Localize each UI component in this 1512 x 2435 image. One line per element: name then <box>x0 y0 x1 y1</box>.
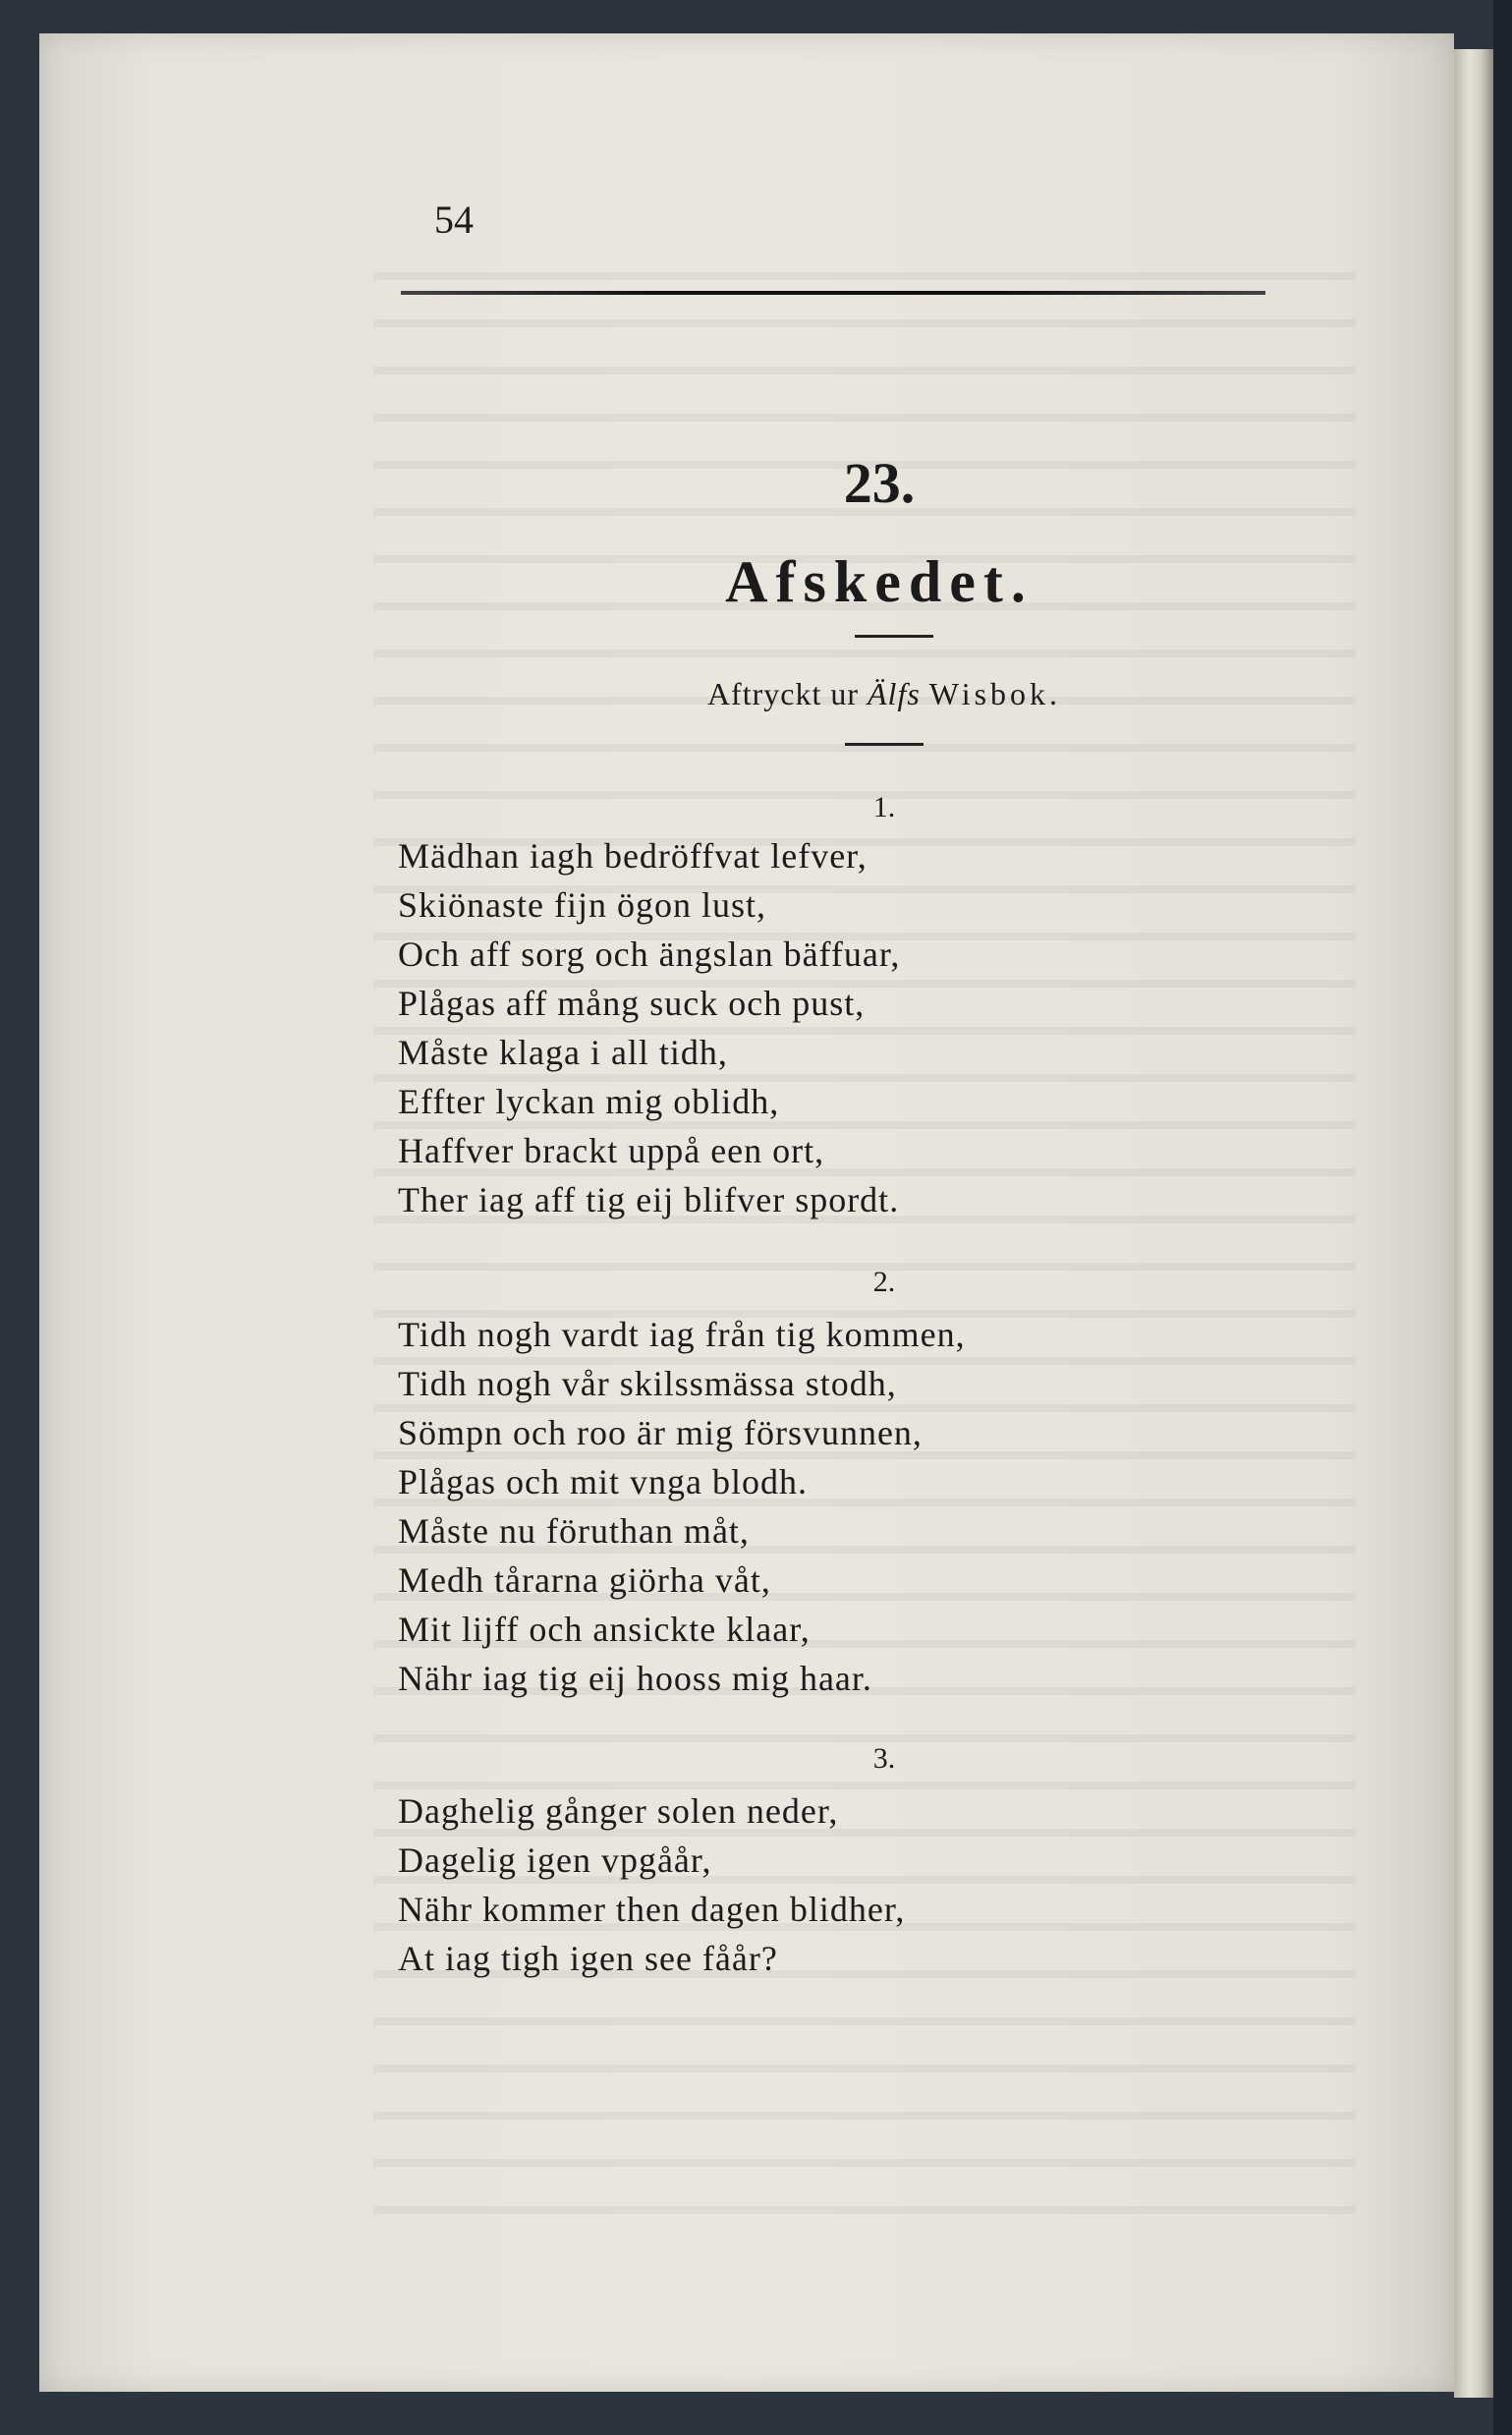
verse-line: Nähr kommer then dagen blidher, <box>398 1890 906 1929</box>
poem-number: 23. <box>843 451 916 515</box>
verse-line: Plågas aff mång suck och pust, <box>398 984 866 1023</box>
verse-line: Plågas och mit vnga blodh. <box>398 1462 808 1501</box>
stanza-number: 3. <box>872 1742 896 1775</box>
verse-line: Mit lijff och ansickte klaar, <box>398 1610 811 1649</box>
verse-line: Och aff sorg och ängslan bäffuar, <box>398 934 901 974</box>
verse-line: Skiönaste fijn ögon lust, <box>398 885 766 925</box>
stanza-number: 1. <box>872 791 896 823</box>
verse-line: Tidh nogh vår skilssmässa stodh, <box>398 1364 897 1403</box>
source-name: Älfs <box>868 676 921 711</box>
source-prefix: Aftryckt ur <box>706 676 859 711</box>
verse-line: Medh tårarna giörha våt, <box>398 1560 771 1600</box>
page-edge <box>1454 49 1493 2398</box>
stanza-number: 2. <box>872 1266 896 1298</box>
poem-title: Afskedet. <box>725 549 1034 614</box>
verse-line: Tidh nogh vardt iag från tig kommen, <box>398 1315 966 1354</box>
verse-line: Effter lyckan mig oblidh, <box>398 1082 780 1121</box>
verse-line: At iag tigh igen see fåår? <box>398 1939 778 1978</box>
header-rule <box>401 291 1265 295</box>
verse-line: Dagelig igen vpgåår, <box>398 1840 712 1880</box>
title-rule <box>855 635 933 638</box>
verse-line: Daghelig gånger solen neder, <box>398 1791 839 1831</box>
verse-line: Nähr iag tig eij hooss mig haar. <box>398 1659 872 1698</box>
verse-line: Måste klaga i all tidh, <box>398 1033 728 1072</box>
source-suffix: Wisbok. <box>928 676 1062 711</box>
verse-line: Måste nu föruthan måt, <box>398 1511 750 1551</box>
poem-source <box>0 676 1512 712</box>
source-rule <box>845 743 924 746</box>
page-number: 54 <box>434 198 474 242</box>
book-spine <box>1493 0 1512 2435</box>
verse-line: Sömpn och roo är mig försvunnen, <box>398 1413 923 1452</box>
verse-line: Ther iag aff tig eij blifver spordt. <box>398 1180 900 1219</box>
verse-line: Mädhan iagh bedröffvat lefver, <box>398 836 868 876</box>
verse-line: Haffver brackt uppå een ort, <box>398 1131 825 1170</box>
